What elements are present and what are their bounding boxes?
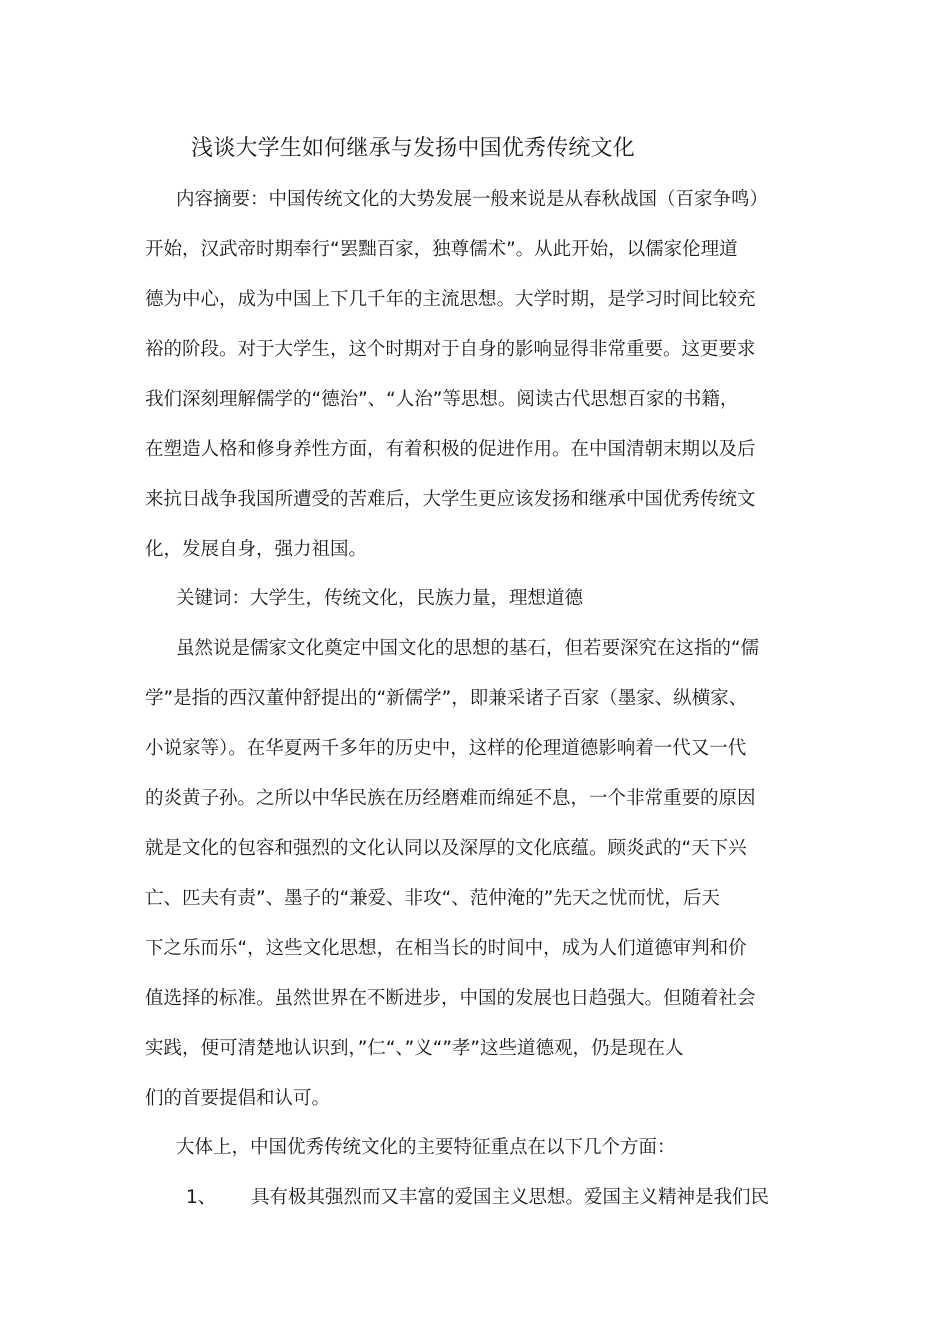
body-line: 实践，便可清楚地认识到，”仁“、”义“”孝”这些道德观，仍是现在人 (145, 1038, 684, 1059)
body-line: 的炎黄子孙。之所以中华民族在历经磨难而绵延不息，一个非常重要的原因 (145, 788, 756, 809)
body-line: 大体上，中国优秀传统文化的主要特征重点在以下几个方面： (176, 1137, 676, 1158)
body-line: 就是文化的包容和强烈的文化认同以及深厚的文化底蕴。顾炎武的“天下兴 (145, 838, 747, 859)
body-line: 亡、匹夫有责”、墨子的“兼爱、非攻“、范仲淹的”先天之忧而忧，后天 (145, 888, 720, 909)
body-line: 值选择的标准。虽然世界在不断进步，中国的发展也日趋强大。但随着社会 (145, 988, 756, 1009)
abstract-line: 化，发展自身，强力祖国。 (145, 539, 368, 560)
abstract-line: 开始，汉武帝时期奉行“罢黜百家，独尊儒术”。从此开始，以儒家伦理道 (145, 239, 738, 260)
abstract-line: 德为中心，成为中国上下几千年的主流思想。大学时期，是学习时间比较充 (145, 289, 756, 310)
document-title: 浅谈大学生如何继承与发扬中国优秀传统文化 (191, 136, 636, 161)
abstract-line: 裕的阶段。对于大学生，这个时期对于自身的影响显得非常重要。这更要求 (145, 339, 756, 360)
abstract-line: 我们深刻理解儒学的“德治”、“人治”等思想。阅读古代思想百家的书籍， (145, 389, 739, 410)
body-line: 们的首要提倡和认可。 (145, 1088, 331, 1109)
list-item-number: 1、 (186, 1187, 217, 1208)
body-line: 学”是指的西汉董仲舒提出的“新儒学”，即兼采诸子百家（墨家、纵横家、 (145, 688, 748, 709)
keywords-line: 关键词：大学生，传统文化，民族力量，理想道德 (176, 588, 584, 609)
abstract-line: 来抗日战争我国所遭受的苦难后，大学生更应该发扬和继承中国优秀传统文 (145, 489, 756, 510)
abstract-line: 内容摘要：中国传统文化的大势发展一般来说是从春秋战国（百家争鸣） (176, 189, 769, 210)
body-line: 下之乐而乐“，这些文化思想，在相当长的时间中，成为人们道德审判和价 (145, 938, 747, 959)
list-item-text: 具有极其强烈而又丰富的爱国主义思想。爱国主义精神是我们民 (251, 1187, 770, 1208)
body-line: 小说家等）。在华夏两千多年的历史中，这样的伦理道德影响着一代又一代 (145, 738, 747, 759)
abstract-line: 在塑造人格和修身养性方面，有着积极的促进作用。在中国清朝末期以及后 (145, 439, 756, 460)
body-line: 虽然说是儒家文化奠定中国文化的思想的基石，但若要深究在这指的“儒 (176, 638, 760, 659)
